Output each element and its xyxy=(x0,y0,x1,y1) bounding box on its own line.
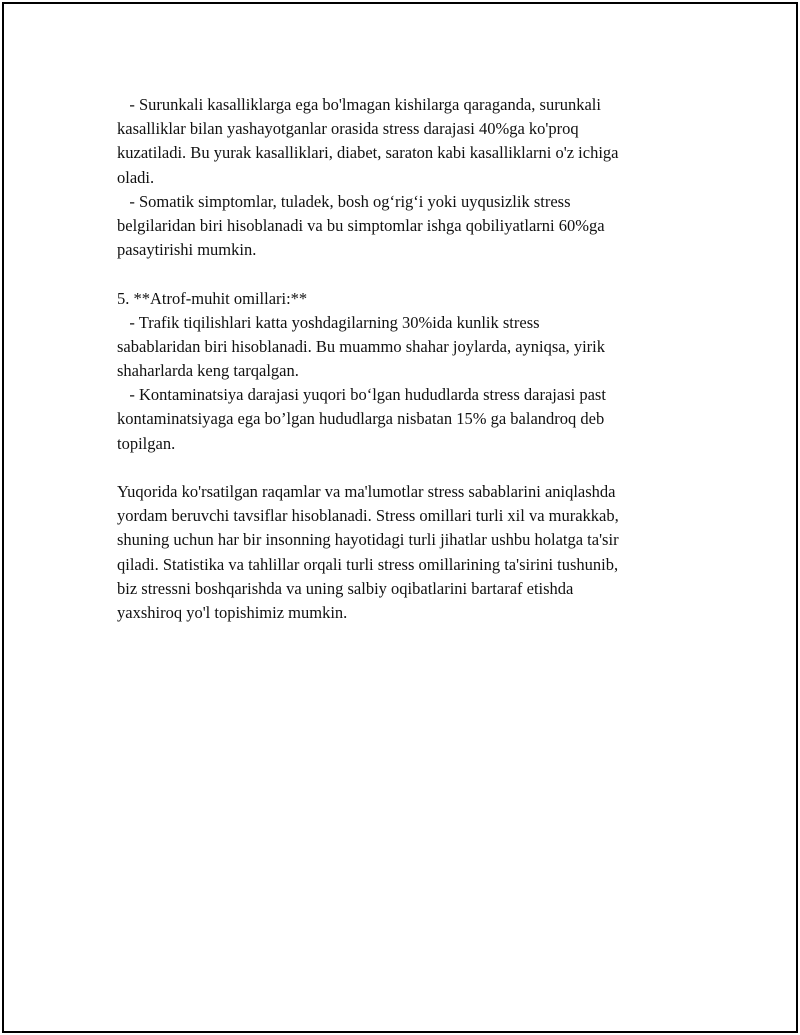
document-body xyxy=(117,93,677,625)
text-line: topilgan. xyxy=(117,433,176,453)
text-line: shaharlarda keng tarqalgan. xyxy=(117,361,299,381)
text-line: kuzatiladi. Bu yurak kasalliklari, diabet, saraton kabi kasalliklarni o'z ichiga xyxy=(117,143,619,163)
paragraph-environment-factors xyxy=(117,287,677,456)
text-line: - Trafik tiqilishlari katta yoshdagilarning 30%ida kunlik stress xyxy=(117,312,540,332)
text-line: sabablaridan biri hisoblanadi. Bu muammo shahar joylarda, ayniqsa, yirik xyxy=(117,336,606,356)
text-line: pasaytirishi mumkin. xyxy=(117,240,257,260)
text-line: kontaminatsiyaga ega bo’lgan hududlarga nisbatan 15% ga balandroq deb xyxy=(117,409,605,429)
text-line: - Surunkali kasalliklarga ega bo'lmagan kishilarga qaraganda, surunkali xyxy=(117,95,601,114)
text-line: oladi. xyxy=(117,167,155,187)
text-line: qiladi. Statistika va tahlillar orqali turli stress omillarining ta'sirini tushunib, xyxy=(117,554,619,574)
text-line: - Kontaminatsiya darajasi yuqori bo‘lgan hududlarda stress darajasi past xyxy=(117,385,606,405)
paragraph-chronic-illness xyxy=(117,93,677,262)
text-line: kasalliklar bilan yashayotganlar orasida stress darajasi 40%ga ko'proq xyxy=(117,119,579,139)
section-heading: 5. **Atrof-muhit omillari:** xyxy=(117,288,308,308)
text-line: yordam beruvchi tavsiflar hisoblanadi. Stress omillari turli xil va murakkab, xyxy=(117,506,619,526)
paragraph-spacer xyxy=(117,262,677,286)
text-line: yaxshiroq yo'l topishimiz mumkin. xyxy=(117,602,348,622)
text-line: shuning uchun har bir insonning hayotidagi turli jihatlar ushbu holatga ta'sir xyxy=(117,530,619,550)
text-line: - Somatik simptomlar, tuladek, bosh og‘rig‘i yoki uyqusizlik stress xyxy=(117,191,571,211)
text-line: belgilaridan biri hisoblanadi va bu simptomlar ishga qobiliyatlarni 60%ga xyxy=(117,215,605,235)
text-line: biz stressni boshqarishda va uning salbiy oqibatlarini bartaraf etishda xyxy=(117,578,574,598)
paragraph-spacer xyxy=(117,456,677,480)
text-line: Yuqorida ko'rsatilgan raqamlar va ma'lumotlar stress sabablarini aniqlashda xyxy=(117,482,616,501)
paragraph-conclusion xyxy=(117,480,677,625)
